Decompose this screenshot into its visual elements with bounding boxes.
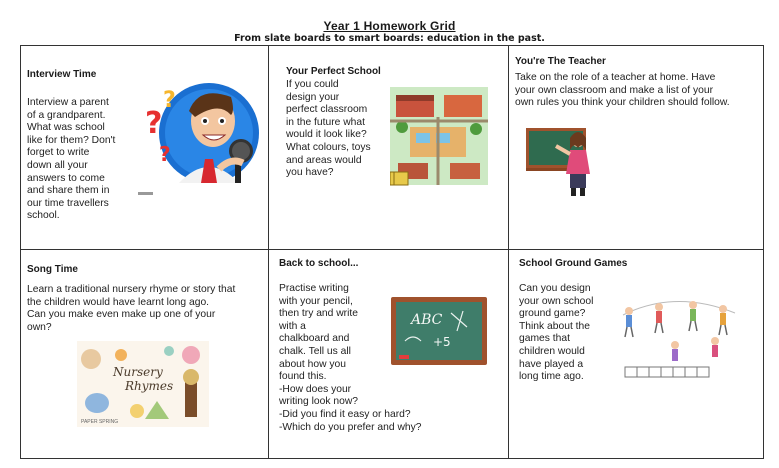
interview-text: Interview a parent of a grandparent. What was school like for them? Don't forget to write down all your answers to come and share them in our time travellers school.	[27, 97, 116, 222]
book-title-nursery: Nursery	[113, 365, 163, 379]
svg-text:?: ?	[163, 88, 176, 113]
notebook-icon	[390, 170, 410, 186]
interview-title: Interview Time	[27, 69, 97, 80]
decorative-dash	[138, 192, 153, 195]
book-title-rhymes: Rhymes	[125, 379, 174, 393]
games-cell	[509, 250, 763, 458]
song-cell	[21, 250, 268, 458]
song-text: Learn a traditional nursery rhyme or story that the children would have learnt long ago. Can you make even make up one of your own?	[27, 284, 236, 333]
back-to-school-cell	[269, 250, 508, 458]
board-abc-text: ABC	[411, 312, 443, 328]
page-subtitle: From slate boards to smart boards: education in the past.	[234, 33, 545, 44]
back-to-school-title: Back to school...	[279, 258, 359, 269]
board-sum-text: +5	[433, 335, 451, 349]
perfect-school-title: Your Perfect School	[286, 66, 381, 77]
svg-text:?: ?	[145, 106, 163, 141]
teacher-text: Take on the role of a teacher at home. Have your own classroom and make a list of your own rules you think your children should follow.	[515, 72, 730, 109]
teacher-illustration	[526, 122, 602, 198]
games-title: School Ground Games	[519, 258, 628, 269]
perfect-school-cell	[269, 46, 508, 249]
interview-cell	[21, 46, 268, 249]
back-to-school-text: Practise writing with your pencil, then try and write with a chalkboard and chalk. Tell us all about how you found this. -How does your writing look now? -Did you find it easy or hard? -Which do you prefer and why?	[279, 283, 422, 433]
perfect-school-text: If you could design your perfect classroom in the future what would it look like? What colours, toys and areas would you have?	[286, 79, 371, 179]
homework-grid	[20, 45, 764, 459]
page-title: Year 1 Homework Grid	[323, 19, 456, 33]
teacher-cell	[509, 46, 763, 249]
nursery-rhymes-illustration	[77, 341, 209, 427]
book-caption: PAPER SPRING	[81, 419, 119, 425]
song-title: Song Time	[27, 264, 78, 275]
chalkboard-illustration	[391, 297, 487, 365]
svg-text:?: ?	[159, 142, 171, 166]
teacher-title: You're The Teacher	[515, 56, 606, 67]
interviewer-illustration	[139, 71, 263, 193]
games-text: Can you design your own school ground game? Think about the games that children would have played a long time ago.	[519, 283, 594, 383]
playground-games-illustration	[615, 293, 745, 383]
